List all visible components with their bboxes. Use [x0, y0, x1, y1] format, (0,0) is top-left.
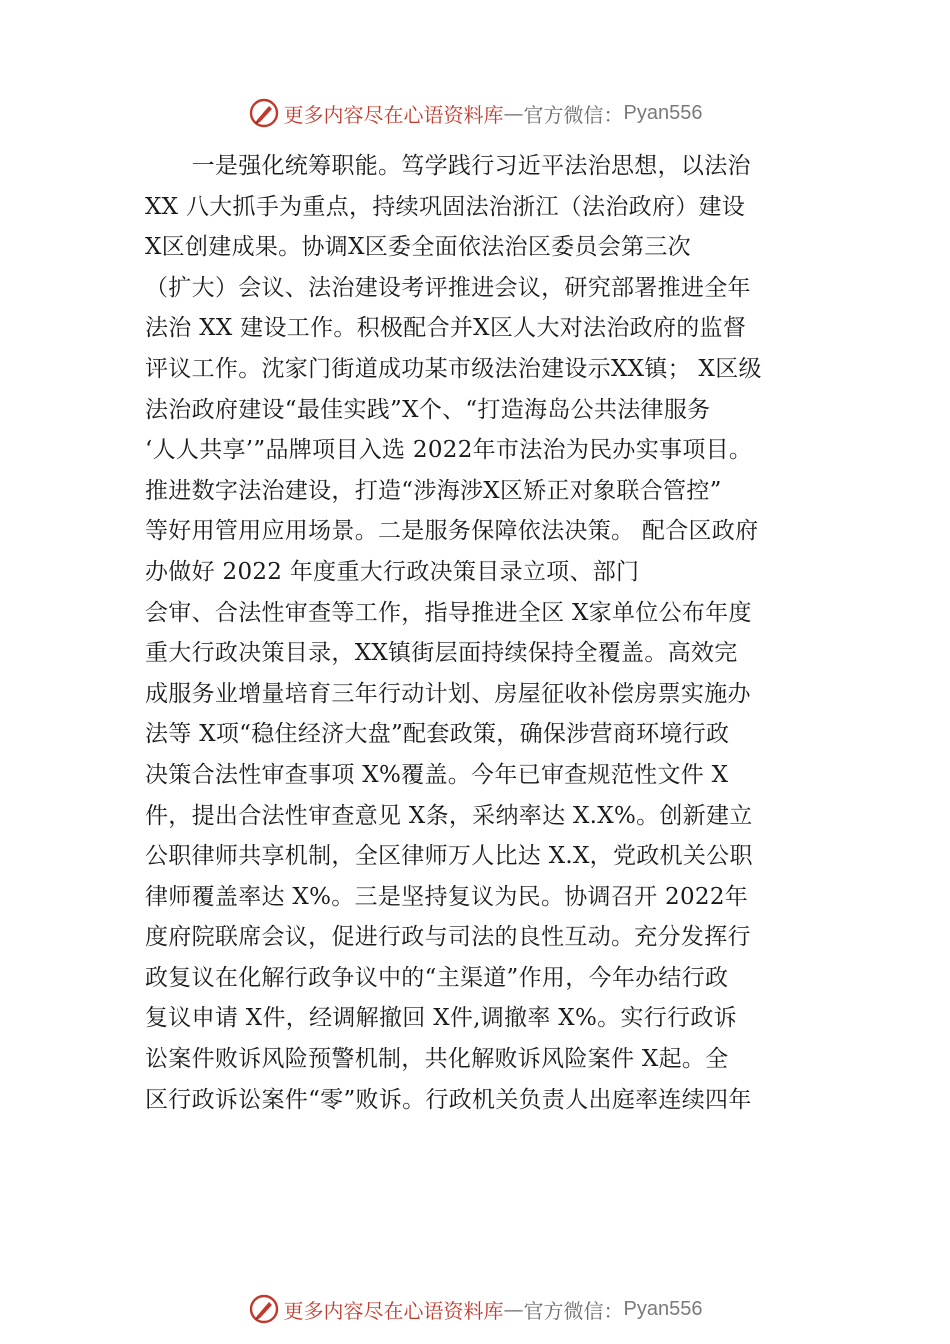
- paragraph-line: X区创建成果。协调X区委全面依法治区委员会第三次: [145, 234, 691, 261]
- paragraph-line: 律师覆盖率达 X%。三是坚持复议为民。协调召开 2022年: [145, 883, 749, 910]
- banner-wechat-handle: Pyan556: [623, 1297, 703, 1320]
- paragraph-line: ‘人人共享’”品牌项目入选 2022年市法治为民办实事项目。: [145, 437, 753, 464]
- banner-wechat-handle: Pyan556: [623, 101, 703, 124]
- paragraph-line: 件，提出合法性审查意见 X条，采纳率达 X.X%。创新建立: [145, 802, 753, 829]
- paragraph-line: 公职律师共享机制，全区律师万人比达 X.X，党政机关公职: [145, 843, 753, 870]
- paragraph-line: 决策合法性审查事项 X%覆盖。今年已审查规范性文件 X: [145, 761, 729, 788]
- paragraph-line: 等好用管用应用场景。二是服务保障依法决策。 配合区政府: [145, 518, 759, 545]
- paragraph-line: 办做好 2022 年度重大行政决策目录立项、部门: [145, 558, 640, 585]
- paragraph-line: XX 八大抓手为重点，持续巩固法治浙江（法治政府）建设: [145, 193, 746, 220]
- paragraph-line: 法治政府建设“最佳实践”X个、“打造海岛公共法律服务: [145, 396, 711, 423]
- paragraph-line: 成服务业增量培育三年行动计划、房屋征收补偿房票实施办: [145, 680, 751, 707]
- watermark-banner-top: [0, 93, 950, 133]
- banner-dash: —: [503, 1297, 524, 1321]
- banner-main-text: 更多内容尽在心语资料库: [283, 102, 504, 127]
- banner-label: 官方微信：: [523, 102, 624, 127]
- paragraph-line: 一是强化统筹职能。笃学践行习近平法治思想，以法治: [145, 153, 751, 179]
- paragraph-line: 会审、合法性审查等工作，指导推进全区 X家单位公布年度: [145, 599, 752, 626]
- pen-logo-icon: [248, 97, 280, 129]
- pen-logo-icon: [248, 1293, 280, 1325]
- paragraph-line: 推进数字法治建设，打造“涉海涉X区矫正对象联合管控”: [145, 477, 722, 504]
- paragraph-line: 法等 X项“稳住经济大盘”配套政策，确保涉营商环境行政: [145, 721, 730, 748]
- paragraph-line: 法治 XX 建设工作。积极配合并X区人大对法治政府的监督: [145, 315, 747, 342]
- banner-dash: —: [503, 101, 524, 125]
- banner-label: 官方微信：: [523, 1298, 624, 1323]
- paragraph-line: 区行政诉讼案件“零”败诉。行政机关负责人出庭率连续四年: [145, 1086, 752, 1113]
- paragraph-line: 政复议在化解行政争议中的“主渠道”作用，今年办结行政: [145, 964, 729, 991]
- document-body: [145, 146, 835, 1120]
- banner-main-text: 更多内容尽在心语资料库: [283, 1298, 504, 1323]
- paragraph-line: 讼案件败诉风险预警机制，共化解败诉风险案件 X起。全: [145, 1046, 729, 1073]
- paragraph-line: 复议申请 X件，经调解撤回 X件,调撤率 X%。实行行政诉: [145, 1005, 737, 1032]
- paragraph-line: 度府院联席会议，促进行政与司法的良性互动。充分发挥行: [145, 924, 751, 951]
- watermark-banner-bottom: [0, 1289, 950, 1329]
- paragraph-line: 评议工作。沈家门街道成功某市级法治建设示XX镇； X区级: [145, 355, 762, 382]
- paragraph-line: 重大行政决策目录，XX镇街层面持续保持全覆盖。高效完: [145, 640, 738, 667]
- paragraph-line: （扩大）会议、法治建设考评推进会议，研究部署推进全年: [145, 274, 751, 301]
